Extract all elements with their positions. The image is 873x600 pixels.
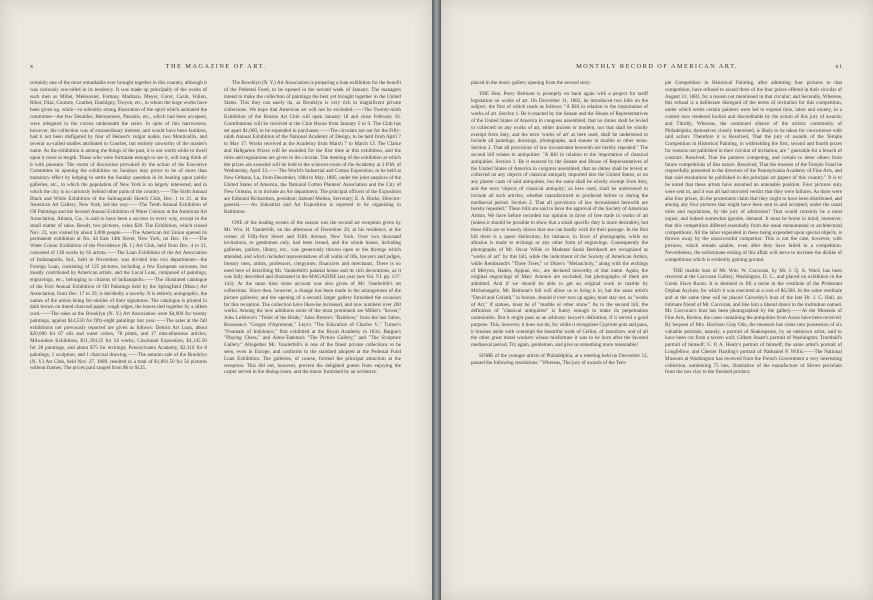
- left-page-number: x: [30, 63, 35, 70]
- left-page: [0, 0, 432, 600]
- paragraph: certainly one of the most remarkable ever brought together in this country, although it was curiously one-sided in its tendency. It was made up principally of the works of such men as Millet, Meissonier, Fortuny, Madrazo, Meyer, Corot, Cazin, Vollon, Ribot, Diaz, Couture, Courbet, Daubigny, Troyon, etc., to whom the large works have been given up, while—to tolerably strong illustration of the spirit which animated the committee—the few Detailles, Meissoniers, Passinis, etc., which had been accepted, were relegated to the curves underneath the stairs. In spite of this narrowness, however, the collection was of extraordinary interest, and would have been faultless, had it not been disfigured by four of Henner's vulgar nudes, two Monticellis, and several so-called studies attributed to Courbet, but entirely unworthy of the master's name. As the exhibition is among the things of the past, it is not worth while to dwell upon it more at length. Those who were fortunate enough to see it, will long think of it with pleasure. The storm of discussion provoked by the action of the Executive Committee in opening the exhibition on Sundays may prove to be of more than transitory effect by helping to settle the Sunday question in its bearing upon public galleries, etc., in which the population of New York is so largely interested, and in which the city is so curiously behind other parts of the country.——The Sixth Annual Black and White Exhibition of the Salmagundi Sketch Club, Dec. 1 to 21, at the American Art Gallery, New York, led the way.——The Tenth Annual Exhibition of Oil Paintings and the Second Annual Exhibition of Water Colours at the American Art Association, Atlanta, Ga., is said to have been a success in every way, except in the small matter of sales. Result, two pictures, value $20. The Exhibition, which closed Nov. 23, was visited by about 3,000 people.——The American Art Union opened its permanent exhibition at No. 44 East 14th Street, New York, on Dec. 10.——The Water Colour Exhibition of the Providence (R. I.) Art Club, held from Dec. 4 to 21, consisted of 138 works by 63 artists.——The Loan Exhibition of the Art Association of Indianapolis, Ind., held in November, was divided into two departments—the Foreign Loan, consisting of 125 pictures, including a few European canvases, but mostly contributed by American artists, and the Local Loan, composed of paintings, engravings, etc., belonging to citizens of Indianapolis.——The illustrated catalogue of the First Annual Exhibition of Oil Paintings held by the Springfield (Mass.) Art Association, from Dec. 17 to 29, is decidedly a novelty. It is entirely autographic, the names of the artists being fac-similes of their signatures. The catalogue is printed in dark brown on tinted charcoal paper, rough edges, the leaves tied together by a silken cord.——The sales at the Brooklyn (N. Y.) Art Association were $4,000 for twenty paintings, against $14,550 for fifty-eight paintings last year.——The sales at the fall exhibitions not previously reported are given as follows: Detroit Art Loan, about $20,000 for 67 oils and water colors, 78 prints, and 17 miscellaneous articles; Milwaukee Exhibition, $11,394.25 for 54 works; Cincinnati Exposition, $4,145.50 for 28 paintings, and about $75 for etchings; Pennsylvania Academy, $2,310 for 8 paintings, 1 sculpture, and 1 charcoal drawing.——The autumn sale of the Brooklyn (N. Y.) Art Club, held Nov. 27, 1889, resulted in a total of $1,891.50 for 56 pictures without frames. The prices paid ranged from $6 to $125.: [30, 80, 207, 372]
- right-column-1: [471, 80, 648, 367]
- paragraph: The Brooklyn (N. Y.) Art Association is preparing a loan exhibition for the benefit of the Pedestal Fund, to be opened in the second week of January. The managers intend to make the collection of paintings the best yet brought together in the United States. This they can easily do, as Brooklyn is very rich in magnificent private collections. We hope that American art will not be excluded.——The Twenty-ninth Exhibition of the Boston Art Club will open January 18 and close February 16. Contributions will be received at the Club House from January 5 to 9. The Club has set apart $1,000, to be expended in purchases.——The circulars are out for the Fifty-ninth Annual Exhibition of the National Academy of Design, to be held from April 7 to May 17. Works received at the Academy from March 7 to March 12. The Clarke and Hallgarten Prizes will be awarded for the first time at this exhibition, and the rules and regulations are given in the circular. The meeting of the exhibition at which the prizes are awarded will be held in the sciences-room of the Academy at 2 P.M. of Wednesday, April 23.——The World's Industrial and Cotton Exposition, to be held at New Orleans, La., from December, 1884 to May, 1885, under the joint auspices of the United States of America, the National Cotton Planters' Association and the City of New Orleans, is to include an Art department. The principal officers of the Exposition are Edmund Richardson, president; Samuel Mullen, Secretary; E. A. Burke, Director-general.——An Industrial and Art Exposition is reported to be organising in Baltimore.: [224, 80, 401, 216]
- book-gutter: [432, 0, 441, 600]
- left-page-title: THE MAGAZINE OF ART.: [165, 63, 267, 70]
- paragraph: ONE of the leading events of the season was the second art reception given by Mr. Wm. H. Vanderbilt, on the afternoon of December 20, at his residence, at the corner of Fifty-first Street and Fifth Avenue, New York. Over two thousand invitations, to gentlemen only, had been issued, and the whole house, including galleries, parlors, library, etc., was generously thrown open to the throngs which attended, and which included representatives of all walks of life, lawyers and judges, literary men, artists, professors, clergymen, financiers and merchants. There is no need here of describing Mr. Vanderbilt's palatial house and its rich decorations, as it was fully described and illustrated in the MAGAZINE last year (see Vol. VI. pp. 137-143). At the same time some account was also given of Mr. Vanderbilt's art collections. Since then, however, a change has been made in the arrangement of the picture galleries; and the opening of a second, larger gallery furnished the occasion for this reception. The collection have likewise increased, and now numbers over 200 works. Among the new additions some of the most prominent are Millet's "Sower," Jules Lefebvre's "Toilet of the Bride," Jules Breton's "Rainbow," from the last Salon, Rousseau's "Gorges d'Apremont," Leys's "The Education of Charles V.," Turner's "Fountain of Indolence," first exhibited at the Royal Academy in 1834, Bargue's "Playing Chess," and Alma-Tadema's "The Picture Gallery," and "The Sculpture Gallery." Altogether Mr. Vanderbilt's is one of the finest private collections to be seen, even in Europe, and conforms to the standard adopted at the Pedestal Fund Loan Exhibition. The galleries, of course, formed the principal attraction at the reception. This did not, however, prevent the delighted guests from enjoying the carpet served in the dining-room, and the music furnished by an orchestra.: [224, 219, 401, 376]
- paragraph: THE marble bust of Mr. Wm. W. Corcoran, by Mr. J. Q. A. Ward, has been received at the Corcoran Gallery, Washington, D. C., and placed on exhibition in the Greek Slave Room. It is destined to fill a niche in the vestibule of the Protestant Orphan Asylum, for which it was executed at a cost of $6,500. In the same vestibule and at the same time will be placed Calverley's bust of the late Dr. J. C. Hall, an intimate friend of Mr. Corcoran, and like him a liberal donor to the institution named. Mr. Corcoran's bust has been photographed by the gallery.——At the Museum of Fine Arts, Boston, the cases containing the antiquities from Assos have been received. By bequest of Mrs. Harrison Gray Otis, the museum has come into possession of six valuable portraits, namely, a portrait of Shakespeare, by an unknown artist, said to have been cut from a tavern wall; Gilbert Stuart's portrait of Washington; Trumbull's portrait of himself; G. P. A. Healy's portrait of himself; the same artist's portrait of Longfellow, and Chester Harding's portrait of Nathaniel P. Willis.——The National Museum at Washington has received from the French Government a very interesting collection, numbering 75 lots, illustrative of the manufacture of Sèvres porcelain from the raw clay to the finished product.: [665, 267, 842, 376]
- right-running-head: [471, 63, 843, 73]
- paragraph: SOME of the younger artists of Philadelphia, at a meeting held on December 12, passed the following resolutions: "Whereas, The jury of awards of the Tem-: [471, 353, 648, 366]
- paragraph: placed in the music gallery opening from the second story.: [471, 80, 592, 86]
- right-page: [441, 0, 873, 600]
- paragraph: ple Competition in Historical Painting, after admitting four pictures to that competition, have refused to award three of the four prizes offered in their circular of August 31, 1882, for a reason not mentioned in that circular; and Secondly, Whereas, this refusal is a deliberate disregard of the terms of invitation for this competition, under which terms certain painters were led to expend time, labor and money, in a contest now rendered foolish and discreditable by the action of this jury of awards; and Thirdly, Whereas, the continued silence of the artistic community of Philadelphia, themselves closely interested, is likely to be taken for concurrence with said action: Therefore it is Resolved, That the jury of awards of the Temple Competition in Historical Painting, in withholding the first, second and fourth prizes for reasons not published in their circular of invitation, are " guessible for a breach of contract; Resolved, That the painters competing, and certain to deter others from future competitions of like nature. Resolved, That the trustees of the Temple Fund be respectfully presented to the directors of the Pennsylvania Academy of Fine Arts, and that said resolutions be published in the principal art papers of this country." It is to be noted that these artists have assumed an untenable position. Four pictures only were sent in, and it was all had mirrored verdict that they were failures. As there were also four prizes, do the protestants claim that they ought to have been distributed, and among any four pictures that might have been sent in and accepted, under the usual rules and regulations, by the jury of admission? That would certainly be a most unjust, and indeed somewhat ignoble, demand. It must be borne in mind, moreover, that this competition differed essentially from the usual monumental or architectural competitions. All the labor expended in these being expended upon special objects, is thrown away by the unsuccessful competitor. This is not the case, however, with pictures, which remain salable, even after they have failed in a competition. Nevertheless, the unfortunate ending of this affair will serve to increase the dislike of competitions which is evidently gaining ground.: [665, 80, 842, 263]
- right-page-number: xi: [835, 63, 843, 70]
- right-page-title: MONTHLY RECORD OF AMERICAN ART.: [576, 63, 738, 70]
- left-column-1: [30, 80, 207, 372]
- right-column-2: [665, 80, 842, 376]
- paragraph: THE Hon. Perry Belmont is promptly on hand again with a project for tariff legislation on works of art. On December 11, 1883, he introduced two bills on the subject, the first of which reads as follows: "A Bill in relation to the importation of works of art. Section 1. Be it enacted by the Senate and the House of Representatives of the United States of America in congress assembled, that no duties shall be levied or collected on any works of art, either ancient or modern, nor that shall be wholly exempt from duty, and the term 'works of art' as here used, shall be understood to include all paintings, drawings, photographs, and statues in marble or other stone. Section 2. That all provisions of law inconsistent herewith are hereby repealed." The second bill relates to antiquities: "A Bill in relation to the importation of classical antiquities. Section 1. Be it enacted by the Senate and House of Representatives of the United States of America in congress assembled, that no duties shall be levied or collected on any objects of classical antiquity imported into the United States, or on any plaster casts of said antiquities, but the same shall be wholly exempt from duty, and the term 'objects of classical antiquity,' as here used, shall be understood to include all such articles, whether manufactured or produced before or during the mediaeval period. Section 2. That all provisions of law inconsistent herewith are hereby repealed." These bills are said to have the approval of the Society of American Artists. We have before recorded our opinion in favor of free trade in works of art (unless it should be possible to show that a small specific duty is more desirable), but these bills are so loosely drawn that one can hardly wish for their passage. In the first bill there is a queer distinction, for instance, in favor of photographs, while no allusion is made to etchings or any other form of engravings. Consequently the photographs of Mr. Oscar Wilde or Madame Sarah Bernhardt are recognized as "works of art" by this bill, while the indictment of the Society of American Artists, while Rembrandt's "Three Trees," or Dürer's "Melancholy," along with the etchings of Méryon, Haden, Appian, etc., are declared unworthy of that name. Again, the original engravings of Marc Antonio are excluded, but photographs of them are admitted. And if we should be able to get an original work in marble by Michelangelo, Mr. Belmont's bill will allow us to bring it in, but the same artist's "David and Goliath," in bronze, should it ever turn up again, must stay out, as "works of Art," if statues, must be of "marble or other stone." As to the second bill, the definition of "classical antiquities" is funny enough to make its perpetuation undesirable. But it might pass as an arbitrary lawyer's definition, if it served a good purpose. This, however, it does not do, for while it recognises Cypriote pots and pans, it brushes aside with contempt the beautiful work of Cellini, of Jamnitzer, and of all the other great metal workers whose misfortune it was to be born after the favored mediaeval period. Try again, gentlemen, and give us something more reasonable!: [471, 90, 648, 349]
- left-running-head: [30, 63, 402, 73]
- left-column-2: [224, 80, 401, 376]
